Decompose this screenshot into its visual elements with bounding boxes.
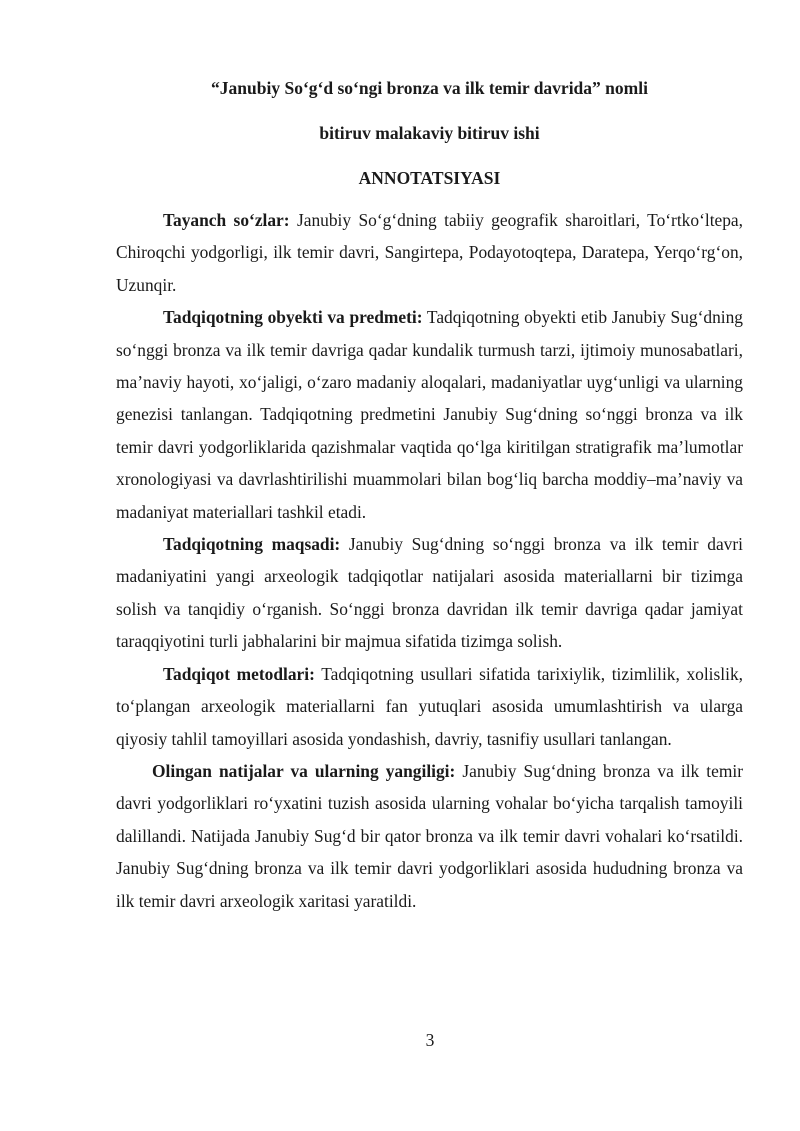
document-subtitle: bitiruv malakaviy bitiruv ishi — [319, 123, 540, 143]
section-text: Tadqiqotning usullari sifatida tarixiylik, tizimlilik, xolislik, to‘plangan arxeologik materiallarni fan yutuqlari asosida umumlashtirish va ularga qiyosiy tahlil tamoyillari asosida yondashish, davriy, tasnifiy usullari tanlangan. — [116, 663, 743, 749]
section-text: Tadqiqotning obyekti etib Janubiy Sug‘dning so‘nggi bronza va ilk temir davriga qadar kundalik turmush tarzi, ijtimoiy munosabatlari, ma’naviy hayoti, xo‘jaligi, o‘zaro madaniy aloqalari, madaniyatlar uyg‘unligi va ularning genezisi tanlangan. Tadqiqotning predmetini Janubiy Sug‘dning so‘nggi bronza va ilk temir davri yodgorliklarida qazishmalar vaqtida qo‘lga kiritilgan stratigrafik ma’lumotlar xronologiyasi va davrlashtirilishi muammolari bilan bog‘liq barcha moddiy–ma’naviy va madaniyat materiallari tashkil etadi. — [116, 307, 743, 522]
section-methods — [116, 658, 743, 755]
annotation-heading: ANNOTATSIYASI — [358, 168, 501, 188]
section-heading: Tadqiqotning maqsadi: — [163, 534, 341, 555]
section-goal — [116, 528, 743, 658]
section-results — [116, 755, 743, 917]
section-object-subject — [116, 301, 743, 528]
document-title: “Janubiy So‘g‘d so‘ngi bronza va ilk temir davrida” nomli — [211, 78, 648, 98]
section-heading: Tayanch so‘zlar: — [163, 210, 290, 230]
section-text: Janubiy Sug‘dning so‘nggi bronza va ilk temir davri madaniyatini yangi arxeologik tadqiqotlar natijalari asosida materiallarni bir tizimga solish va tanqidiy o‘rganish. So‘nggi bronza davridan ilk temir davriga qadar jamiyat taraqqiyotini turli jabhalarini bir majmua sifatida tizimga solish. — [116, 534, 743, 652]
annotation-body — [116, 204, 743, 917]
section-heading: Tadqiqot metodlari: — [163, 663, 315, 684]
section-keywords — [116, 204, 743, 301]
page-number: 3 — [425, 1030, 435, 1050]
section-heading: Tadqiqotning obyekti va predmeti: — [163, 307, 423, 328]
section-heading: Olingan natijalar va ularning yangiligi: — [152, 760, 456, 781]
section-text: Janubiy So‘g‘dning tabiiy geografik sharoitlari, To‘rtko‘ltepa, Chiroqchi yodgorligi, ilk temir davri, Sangirtepa, Podayotoqtepa, Daratepa, Yerqo‘rg‘on, Uzunqir. — [116, 210, 744, 295]
section-text: Janubiy Sug‘dning bronza va ilk temir davri yodgorliklari ro‘yxatini tuzish asosida ularning vohalar bo‘yicha tarqalish tamoyili dalillandi. Natijada Janubiy Sug‘d bir qator bronza va ilk temir davri vohalari ko‘rsatildi. Janubiy Sug‘dning bronza va ilk temir davri yodgorliklari asosida hududning bronza va ilk temir davri arxeologik xaritasi yaratildi. — [116, 760, 743, 911]
